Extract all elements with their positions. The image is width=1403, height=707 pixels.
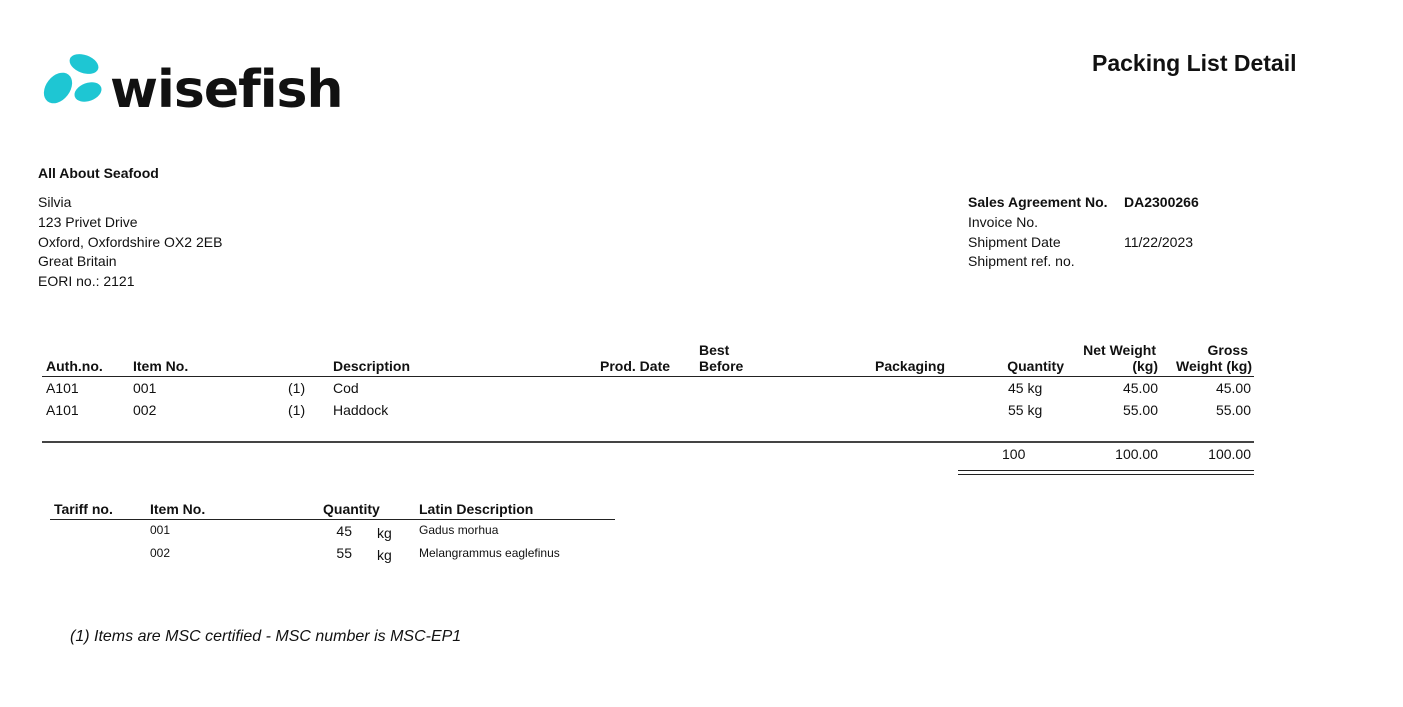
row1-net-weight: 45.00 [1122, 380, 1158, 396]
col-header-prod-date: Prod. Date [600, 358, 671, 374]
total-net-weight: 100.00 [1115, 446, 1158, 462]
tariff-header-tariff-no: Tariff no. [54, 501, 113, 517]
sales-agreement-label: Sales Agreement No. [968, 194, 1108, 210]
shipment-ref-row [968, 251, 1268, 271]
row2-net-weight: 55.00 [1122, 402, 1158, 418]
header-divider [42, 376, 1254, 377]
customer-eori: EORI no.: 2121 [38, 273, 135, 289]
row2-auth-no: A101 [46, 402, 79, 418]
document-title: Packing List Detail [1092, 50, 1297, 76]
row1-gross-weight: 45.00 [1215, 380, 1251, 396]
total-gross-weight: 100.00 [1208, 446, 1251, 462]
col-header-item-no: Item No. [133, 358, 189, 374]
total-quantity: 100 [1002, 446, 1026, 462]
tariff-header-quantity: Quantity [323, 501, 380, 517]
tariff-row1-item-no: 001 [150, 523, 171, 537]
totals-divider [42, 441, 1254, 443]
customer-city: Oxford, Oxfordshire OX2 2EB [38, 234, 223, 250]
customer-company: All About Seafood [38, 165, 159, 181]
row2-gross-weight: 55.00 [1215, 402, 1251, 418]
shipment-date-label: Shipment Date [968, 234, 1061, 250]
tariff-header-divider [50, 519, 615, 520]
row2-description: Haddock [333, 402, 389, 418]
shipment-date-value: 11/22/2023 [1124, 234, 1194, 250]
sales-agreement-value: DA2300266 [1124, 194, 1199, 210]
fish-logo-icon [40, 48, 110, 114]
msc-footnote: (1) Items are MSC certified - MSC number is MSC-EP1 [70, 628, 462, 645]
customer-contact: Silvia [38, 194, 72, 210]
invoice-label: Invoice No. [968, 214, 1039, 230]
col-header-net-weight-line1: Net Weight [1083, 342, 1156, 358]
row2-item-no: 002 [133, 402, 157, 418]
col-header-gross-weight-line1: Gross [1207, 342, 1248, 358]
col-header-description: Description [333, 358, 411, 374]
col-header-best-before-line1: Best [699, 342, 730, 358]
tariff-row1-latin: Gadus morhua [419, 523, 499, 537]
brand-wordmark: wisefish [110, 60, 343, 120]
shipment-date-row [968, 232, 1268, 252]
row2-msc-marker: (1) [288, 402, 306, 418]
row1-quantity: 45 kg [1008, 380, 1043, 396]
tariff-header-latin: Latin Description [419, 501, 534, 517]
col-header-gross-weight-line2: Weight (kg) [1176, 358, 1252, 374]
col-header-net-weight-line2: (kg) [1132, 358, 1158, 374]
totals-double-underline-bottom [958, 474, 1254, 475]
row1-auth-no: A101 [46, 380, 79, 396]
row1-msc-marker: (1) [288, 380, 306, 396]
customer-country: Great Britain [38, 253, 117, 269]
col-header-best-before-line2: Before [699, 358, 744, 374]
col-header-quantity: Quantity [1007, 358, 1064, 374]
tariff-row2-item-no: 002 [150, 546, 171, 560]
col-header-auth-no: Auth.no. [46, 358, 103, 374]
shipment-ref-label: Shipment ref. no. [968, 253, 1075, 269]
invoice-row [968, 212, 1268, 232]
col-header-packaging: Packaging [875, 358, 946, 374]
tariff-header-item-no: Item No. [150, 501, 206, 517]
row1-description: Cod [333, 380, 359, 396]
sales-agreement-row [968, 192, 1268, 212]
tariff-row1-unit: kg [377, 525, 392, 541]
tariff-row2-quantity: 55 [336, 545, 352, 561]
tariff-row2-unit: kg [377, 547, 392, 563]
tariff-row1-quantity: 45 [336, 523, 352, 539]
customer-street: 123 Privet Drive [38, 214, 138, 230]
totals-double-underline-top [958, 470, 1254, 471]
tariff-row2-latin: Melangrammus eaglefinus [419, 546, 560, 560]
brand-logo [40, 46, 343, 122]
row2-quantity: 55 kg [1008, 402, 1043, 418]
row1-item-no: 001 [133, 380, 157, 396]
